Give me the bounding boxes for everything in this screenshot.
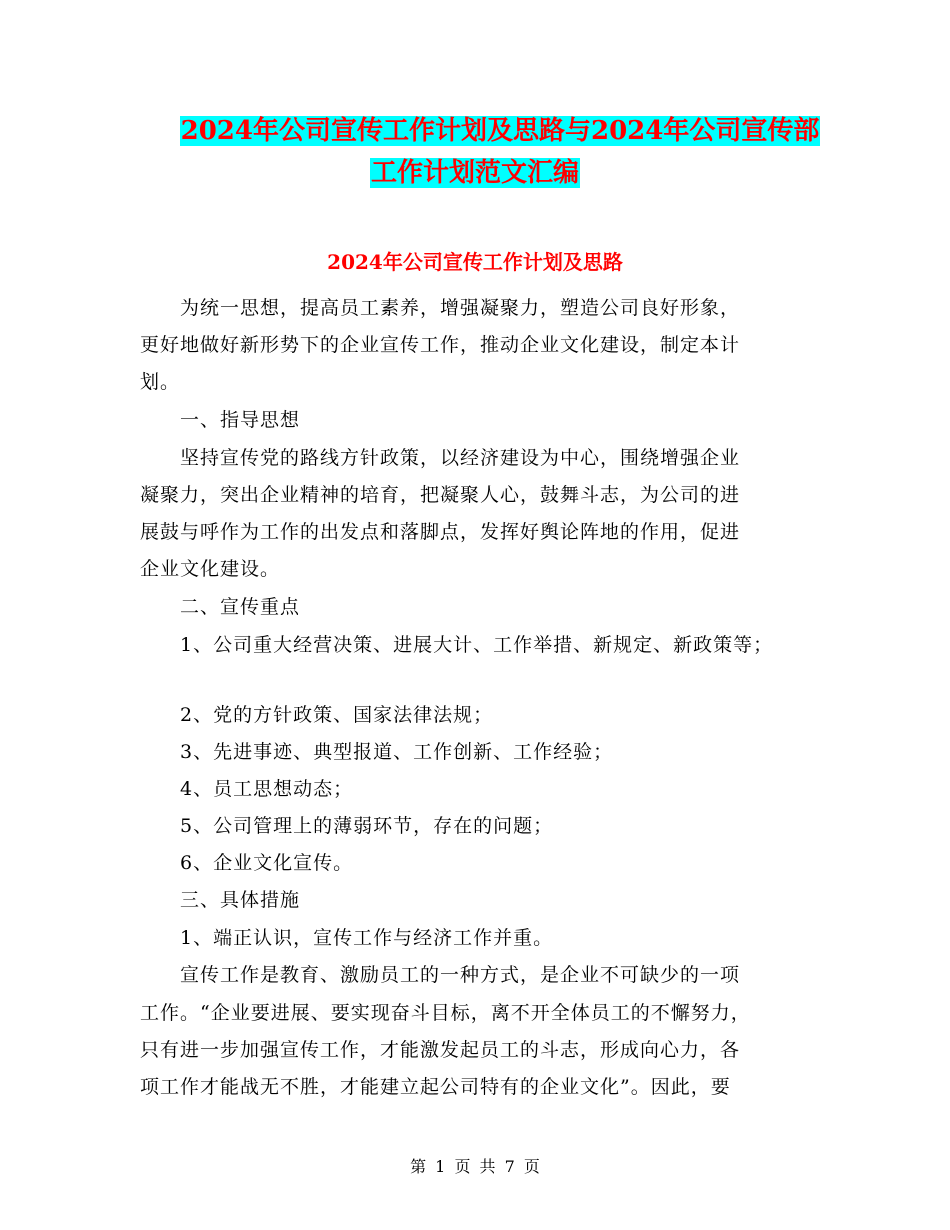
list-item: 1、端正认识，宣传工作与经济工作并重。 [140,927,554,949]
document-title-line-2 [0,156,950,190]
heading-guiding-ideology: 一、指导思想 [140,409,301,431]
section-heading: 2024年公司宣传工作计划及思路 [327,250,623,274]
body-line: 工作。“企业要进展、要实现奋斗目标，离不开全体员工的不懈努力， [140,1002,751,1024]
list-item: 1、公司重大经营决策、进展大计、工作举措、新规定、新政策等； [140,634,774,656]
body-line: 凝聚力，突出企业精神的培育，把凝聚人心，鼓舞斗志，为公司的进 [140,484,741,506]
body-line: 更好地做好新形势下的企业宣传工作，推动企业文化建设，制定本计 [140,334,741,356]
body-line: 宣传工作是教育、激励员工的一种方式，是企业不可缺少的一项 [140,964,741,986]
body-line: 划。 [140,371,181,393]
document-title-line-1 [25,114,950,148]
body-line: 坚持宣传党的路线方针政策，以经济建设为中心，围绕增强企业 [140,447,741,469]
body-line: 展鼓与呼作为工作的出发点和落脚点，发挥好舆论阵地的作用，促进 [140,521,741,543]
page-footer: 第 1 页 共 7 页 [410,1157,540,1176]
list-item: 2、党的方针政策、国家法律法规； [140,704,494,726]
title-highlight-2: 工作计划范文汇编 [370,158,579,188]
list-item: 4、员工思想动态； [140,778,354,800]
heading-publicity-focus: 二、宣传重点 [140,596,301,618]
list-item: 3、先进事迹、典型报道、工作创新、工作经验； [140,741,614,763]
title-highlight-1: 2024年公司宣传工作计划及思路与2024年公司宣传部 [180,116,820,146]
body-line: 只有进一步加强宣传工作，才能激发起员工的斗志，形成向心力，各 [140,1039,741,1061]
body-line: 项工作才能战无不胜，才能建立起公司特有的企业文化”。因此，要 [140,1076,731,1098]
list-item: 5、公司管理上的薄弱环节，存在的问题； [140,815,554,837]
list-item: 6、企业文化宣传。 [140,852,354,874]
body-line: 企业文化建设。 [140,558,281,580]
body-line: 为统一思想，提高员工素养，增强凝聚力，塑造公司良好形象， [140,297,741,319]
heading-specific-measures: 三、具体措施 [140,889,301,911]
